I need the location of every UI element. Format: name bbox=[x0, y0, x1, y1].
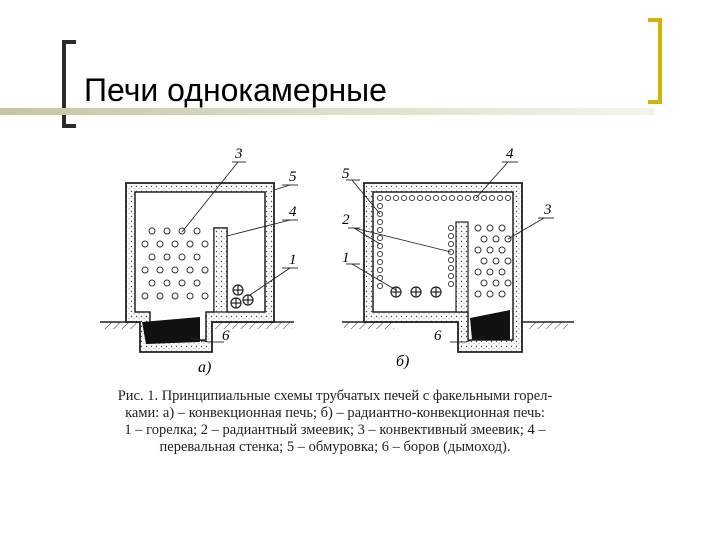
label-5-a: 5 bbox=[289, 169, 297, 185]
caption-line: ками: а) – конвекционная печь; б) – радиантно-конвекционная печь: bbox=[125, 405, 545, 421]
label-2-b: 2 bbox=[342, 212, 350, 228]
caption-line: 1 – горелка; 2 – радиантный змеевик; 3 – конвективный змеевик; 4 – bbox=[124, 422, 546, 438]
label-4-b: 4 bbox=[506, 146, 514, 162]
caption-line: перевальная стенка; 5 – обмуровка; 6 – боров (дымоход). bbox=[159, 439, 511, 455]
title-underline bbox=[0, 108, 655, 115]
label-1-a: 1 bbox=[289, 252, 297, 268]
label-6-b: 6 bbox=[434, 328, 442, 344]
label-4-a: 4 bbox=[289, 204, 297, 220]
furnace-figure bbox=[90, 140, 580, 380]
burners bbox=[391, 287, 441, 297]
figure-caption bbox=[90, 388, 580, 456]
furnace-diagram bbox=[90, 140, 580, 380]
label-3-a: 3 bbox=[235, 146, 243, 162]
ground-hatch bbox=[104, 322, 140, 329]
bridge-wall bbox=[456, 222, 468, 312]
slide-title: Печи однокамерные bbox=[84, 72, 387, 108]
subfigure-label-b: б) bbox=[396, 353, 410, 370]
furnace-a bbox=[100, 146, 298, 376]
subfigure-label-a: а) bbox=[198, 359, 212, 376]
caption-line: Рис. 1. Принципиальные схемы трубчатых печей с факельными горел- bbox=[117, 388, 553, 404]
label-5-b: 5 bbox=[342, 166, 350, 182]
bridge-wall bbox=[214, 228, 227, 312]
ground-hatch bbox=[344, 322, 394, 329]
right-bracket-decoration bbox=[648, 18, 662, 104]
label-3-b: 3 bbox=[544, 202, 552, 218]
furnace-b bbox=[342, 146, 574, 370]
label-1-b: 1 bbox=[342, 250, 350, 266]
ground-hatch bbox=[528, 322, 568, 329]
label-6-a: 6 bbox=[222, 328, 230, 344]
